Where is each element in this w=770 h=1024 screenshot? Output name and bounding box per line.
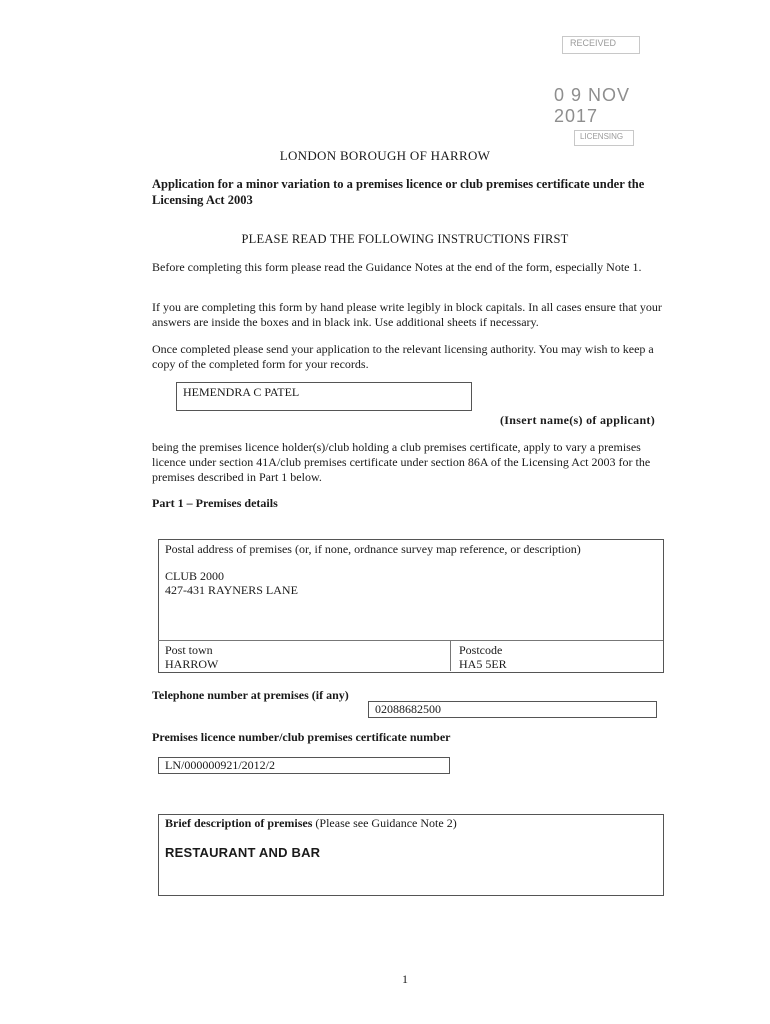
description-label-bold: Brief description of premises xyxy=(165,816,313,830)
stamp-date: 0 9 NOV 2017 xyxy=(554,85,631,126)
description-value: RESTAURANT AND BAR xyxy=(165,845,321,860)
licence-number-value: LN/000000921/2012/2 xyxy=(165,758,275,772)
page-number: 1 xyxy=(402,972,408,986)
instructions-para-3: Once completed please send your application to the relevant licensing authority. You may wish to keep a copy of the completed form for your records. xyxy=(152,342,654,371)
post-town-value: HARROW xyxy=(165,657,219,671)
address-line-1: CLUB 2000 xyxy=(165,569,225,583)
telephone-field[interactable] xyxy=(368,701,657,718)
postcode-divider xyxy=(450,640,451,671)
telephone-value: 02088682500 xyxy=(375,702,441,716)
applicant-caption: (Insert name(s) of applicant) xyxy=(500,413,656,427)
description-label-note: (Please see Guidance Note 2) xyxy=(312,816,457,830)
licence-number-label: Premises licence number/club premises certificate number xyxy=(152,730,451,744)
address-line-2: 427-431 RAYNERS LANE xyxy=(165,583,298,597)
stamp-top-text: RECEIVED xyxy=(570,38,617,48)
applicant-statement: being the premises licence holder(s)/club holding a club premises certificate, apply to vary a premises licence under section 41A/club premises certificate under section 86A of the Licensing Act 2003 for the premises described in Part 1 below. xyxy=(152,440,651,484)
instructions-heading: PLEASE READ THE FOLLOWING INSTRUCTIONS FIRST xyxy=(241,232,569,246)
applicant-name-value: HEMENDRA C PATEL xyxy=(183,385,300,399)
form-subtitle: Application for a minor variation to a premises licence or club premises certificate under the Licensing Act 2003 xyxy=(152,177,645,207)
postcode-label: Postcode xyxy=(459,643,503,657)
instructions-para-1: Before completing this form please read the Guidance Notes at the end of the form, especially Note 1. xyxy=(152,260,642,274)
telephone-label: Telephone number at premises (if any) xyxy=(152,688,349,702)
post-town-label: Post town xyxy=(165,643,213,657)
instructions-para-2: If you are completing this form by hand please write legibly in block capitals. In all cases ensure that your answers are inside the boxes and in black ink. Use additional sheets if necessary. xyxy=(152,300,662,329)
licence-number-field[interactable] xyxy=(158,757,450,774)
stamp-bottom-text: LICENSING xyxy=(580,132,624,141)
applicant-name-field[interactable] xyxy=(176,382,472,411)
address-divider xyxy=(158,640,663,641)
postcode-value: HA5 5ER xyxy=(459,657,507,671)
part1-heading: Part 1 – Premises details xyxy=(152,496,278,510)
premises-address-block[interactable] xyxy=(158,539,664,673)
received-stamp xyxy=(540,30,670,155)
description-label xyxy=(165,816,457,831)
page-title: LONDON BOROUGH OF HARROW xyxy=(279,148,491,163)
address-label: Postal address of premises (or, if none, ordnance survey map reference, or description) xyxy=(165,542,581,556)
